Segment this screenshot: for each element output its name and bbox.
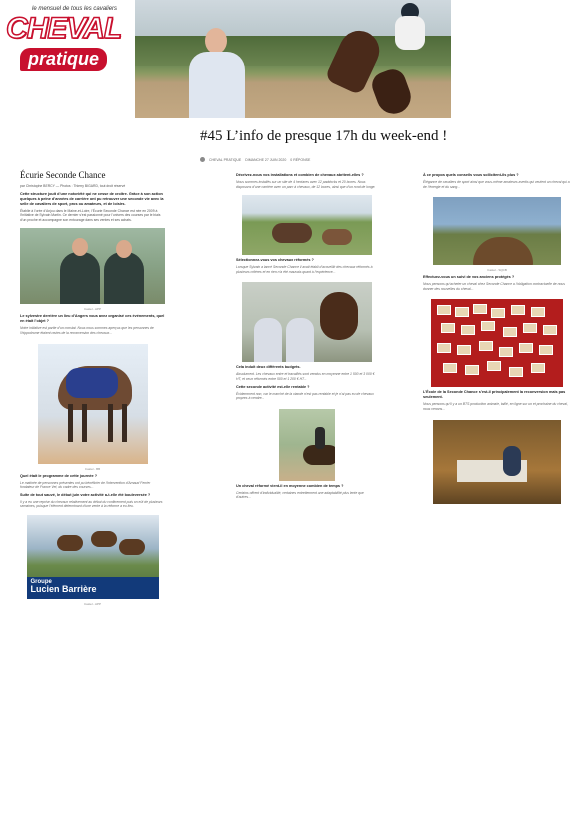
answer-text: Nous sommes installés sur un site de 4 hectares avec 12 paddocks et 20 boxes. Nous disposons d’une carrière avec un parc à chevaux, de 12 boxes, ainsi que d’un rond de longe. — [236, 180, 376, 189]
answer-text: Notre initiative est partie d’un constat. Nous nous sommes aperçus que les personnes de l’hippodrome étaient ravies de la reconversion des chevaux... — [20, 326, 154, 335]
answer-text: Nous pensons qu’acheter un cheval chez Seconde Chance a l’obligation contractuelle de nous donner des nouvelles du cheval... — [423, 282, 565, 291]
team-photo — [20, 228, 165, 304]
photo-caption: Castel - BB — [84, 466, 101, 471]
answer-text: Élégance de cavaliers de sport ainsi que vous-même amateurs avertis qui veulent un cheval qui a de l’énergie et du sang... — [423, 180, 570, 189]
rider-photo — [279, 409, 335, 481]
barn-photo — [433, 197, 561, 265]
photo-caption: Castel - APP — [83, 307, 101, 312]
logo-pratique: pratique — [20, 48, 107, 71]
answer-text: Absolument. Les chevaux entre et travaillés sont vendus en moyenne entre 1 500 et 3 000 € HT, et ceux réformés entre 500 et 1 200 € HT... — [236, 372, 375, 381]
intro-text: Cette structure jouit d’une notoriété qui ne cesse de croître. Grâce à son action quelques à peine d’années de carrière ont pu retrouver une seconde vie avec la selle de cavaliers de sport, pros ou amateurs, et de loisirs. — [20, 191, 164, 206]
photo-collage — [431, 299, 563, 387]
question-heading: Décrivez-nous vos installations et combien de chevaux abritent-elles ? — [236, 173, 364, 177]
article-headline: #45 L’info de presque 17h du week-end ! — [200, 128, 448, 144]
column-left — [20, 170, 165, 609]
question-heading: Cette seconde activité est-elle rentable ? — [236, 384, 310, 389]
office-photo — [433, 420, 561, 504]
hero-man — [185, 28, 247, 118]
byline-author[interactable]: CHEVAL PRATIQUE — [209, 157, 242, 162]
question-heading: Le sylvestre derrière un lieu d’Angers vous avez organisé ces événements, quel en était l’objet ? — [20, 314, 165, 324]
hero-photo — [135, 0, 451, 118]
logo-tagline: le mensuel de tous les cavaliers — [32, 6, 118, 12]
question-heading: Cela induit deux différents budgets. — [236, 365, 301, 370]
section-title: Écurie Seconde Chance — [20, 170, 106, 180]
question-heading: Quel était le programme de cette journée ? — [20, 473, 98, 478]
race-banner-line2: Lucien Barrière — [30, 583, 97, 594]
photo-caption: Castel - APP — [83, 601, 101, 606]
author-avatar-icon — [200, 157, 205, 162]
race-banner — [27, 577, 159, 599]
answer-text: Lorsque Sylvain a lancé Seconde Chance il avait établi d’accueillir des chevaux réformés à plusieurs critères et en rien n’a été mauvais quant à l’expérience... — [236, 265, 373, 274]
hero-rider — [393, 0, 427, 60]
article-byline — [200, 157, 310, 162]
byline-date: DIMANCHE 27 JUIN 2020 — [245, 157, 287, 162]
horse-grey-photo — [38, 344, 148, 464]
answer-text: Évidemment non, car le marché de la viande n’est pas rentable et je n’ai pas eu de chevaux propres à vendre... — [236, 391, 374, 401]
answer-text: Nous pensons qu’il y a un BTS production animale, taillé, en ligne sur un et prochaine du cheval, nous venons... — [423, 402, 568, 411]
question-heading: Sélectionnez-vous vos chevaux réformés ? — [236, 258, 314, 263]
logo-cheval: CHEVAL — [6, 12, 122, 45]
column-middle — [236, 170, 378, 502]
field-photo — [242, 195, 372, 255]
question-heading: À ce propos quels conseils vous sollicitent-ils plus ? — [423, 173, 519, 177]
photo-caption: Castel - SQCB — [487, 268, 507, 273]
answer-text: Il y a eu une reprise du chevaux relativement au début du confinement puis on eût de plusieurs semaines, puisque l’élément déterminant d’une vente à la réforme a eu lieu. — [20, 499, 163, 509]
question-heading: Suite de tout sauvé, le début juin votre activité a-t-elle été bouleversée ? — [20, 492, 151, 497]
race-banner-line1: Groupe — [30, 578, 52, 585]
answer-text: Le matinée de personnes présentes ont pu bénéficier de l’intervention d’Arnaud Ferrier fondateur de France Vet, du cadre des courses... — [20, 480, 151, 490]
question-heading: Effectuez-vous un suivi de vos anciens protégés ? — [423, 275, 515, 280]
question-heading: L’École de la Seconde Chance s’est-il principalement la reconversion mais pas seulement. — [423, 390, 566, 400]
credit-text: par Christophe BERCY — Photos : Thierry BIGARD, tout droit réservé — [20, 184, 126, 188]
paragraph: Établie à l’orée d’Anjou dans le Maine-et-Loire, l’Écurie Seconde Chance est née en 2009 à l’initiative de Sylvain Martin. Ce dernier s’est passionné pour l’univers des courses par le biais d’un proche et accompagne son entourage dans ses ventes et ses achats. — [20, 208, 161, 222]
question-heading: Un cheval réformé vient-il en moyenne combien de temps ? — [236, 483, 344, 488]
byline-replies[interactable]: 0 RÉPONSE — [290, 157, 311, 162]
race-photo — [27, 515, 159, 599]
column-right — [423, 170, 571, 507]
men-with-horse-photo — [242, 282, 372, 362]
answer-text: Certains offrent d’individualité, certaines entretiennent une adaptabilité plus lente que d’autres... — [236, 490, 364, 500]
site-logo[interactable] — [6, 6, 134, 72]
